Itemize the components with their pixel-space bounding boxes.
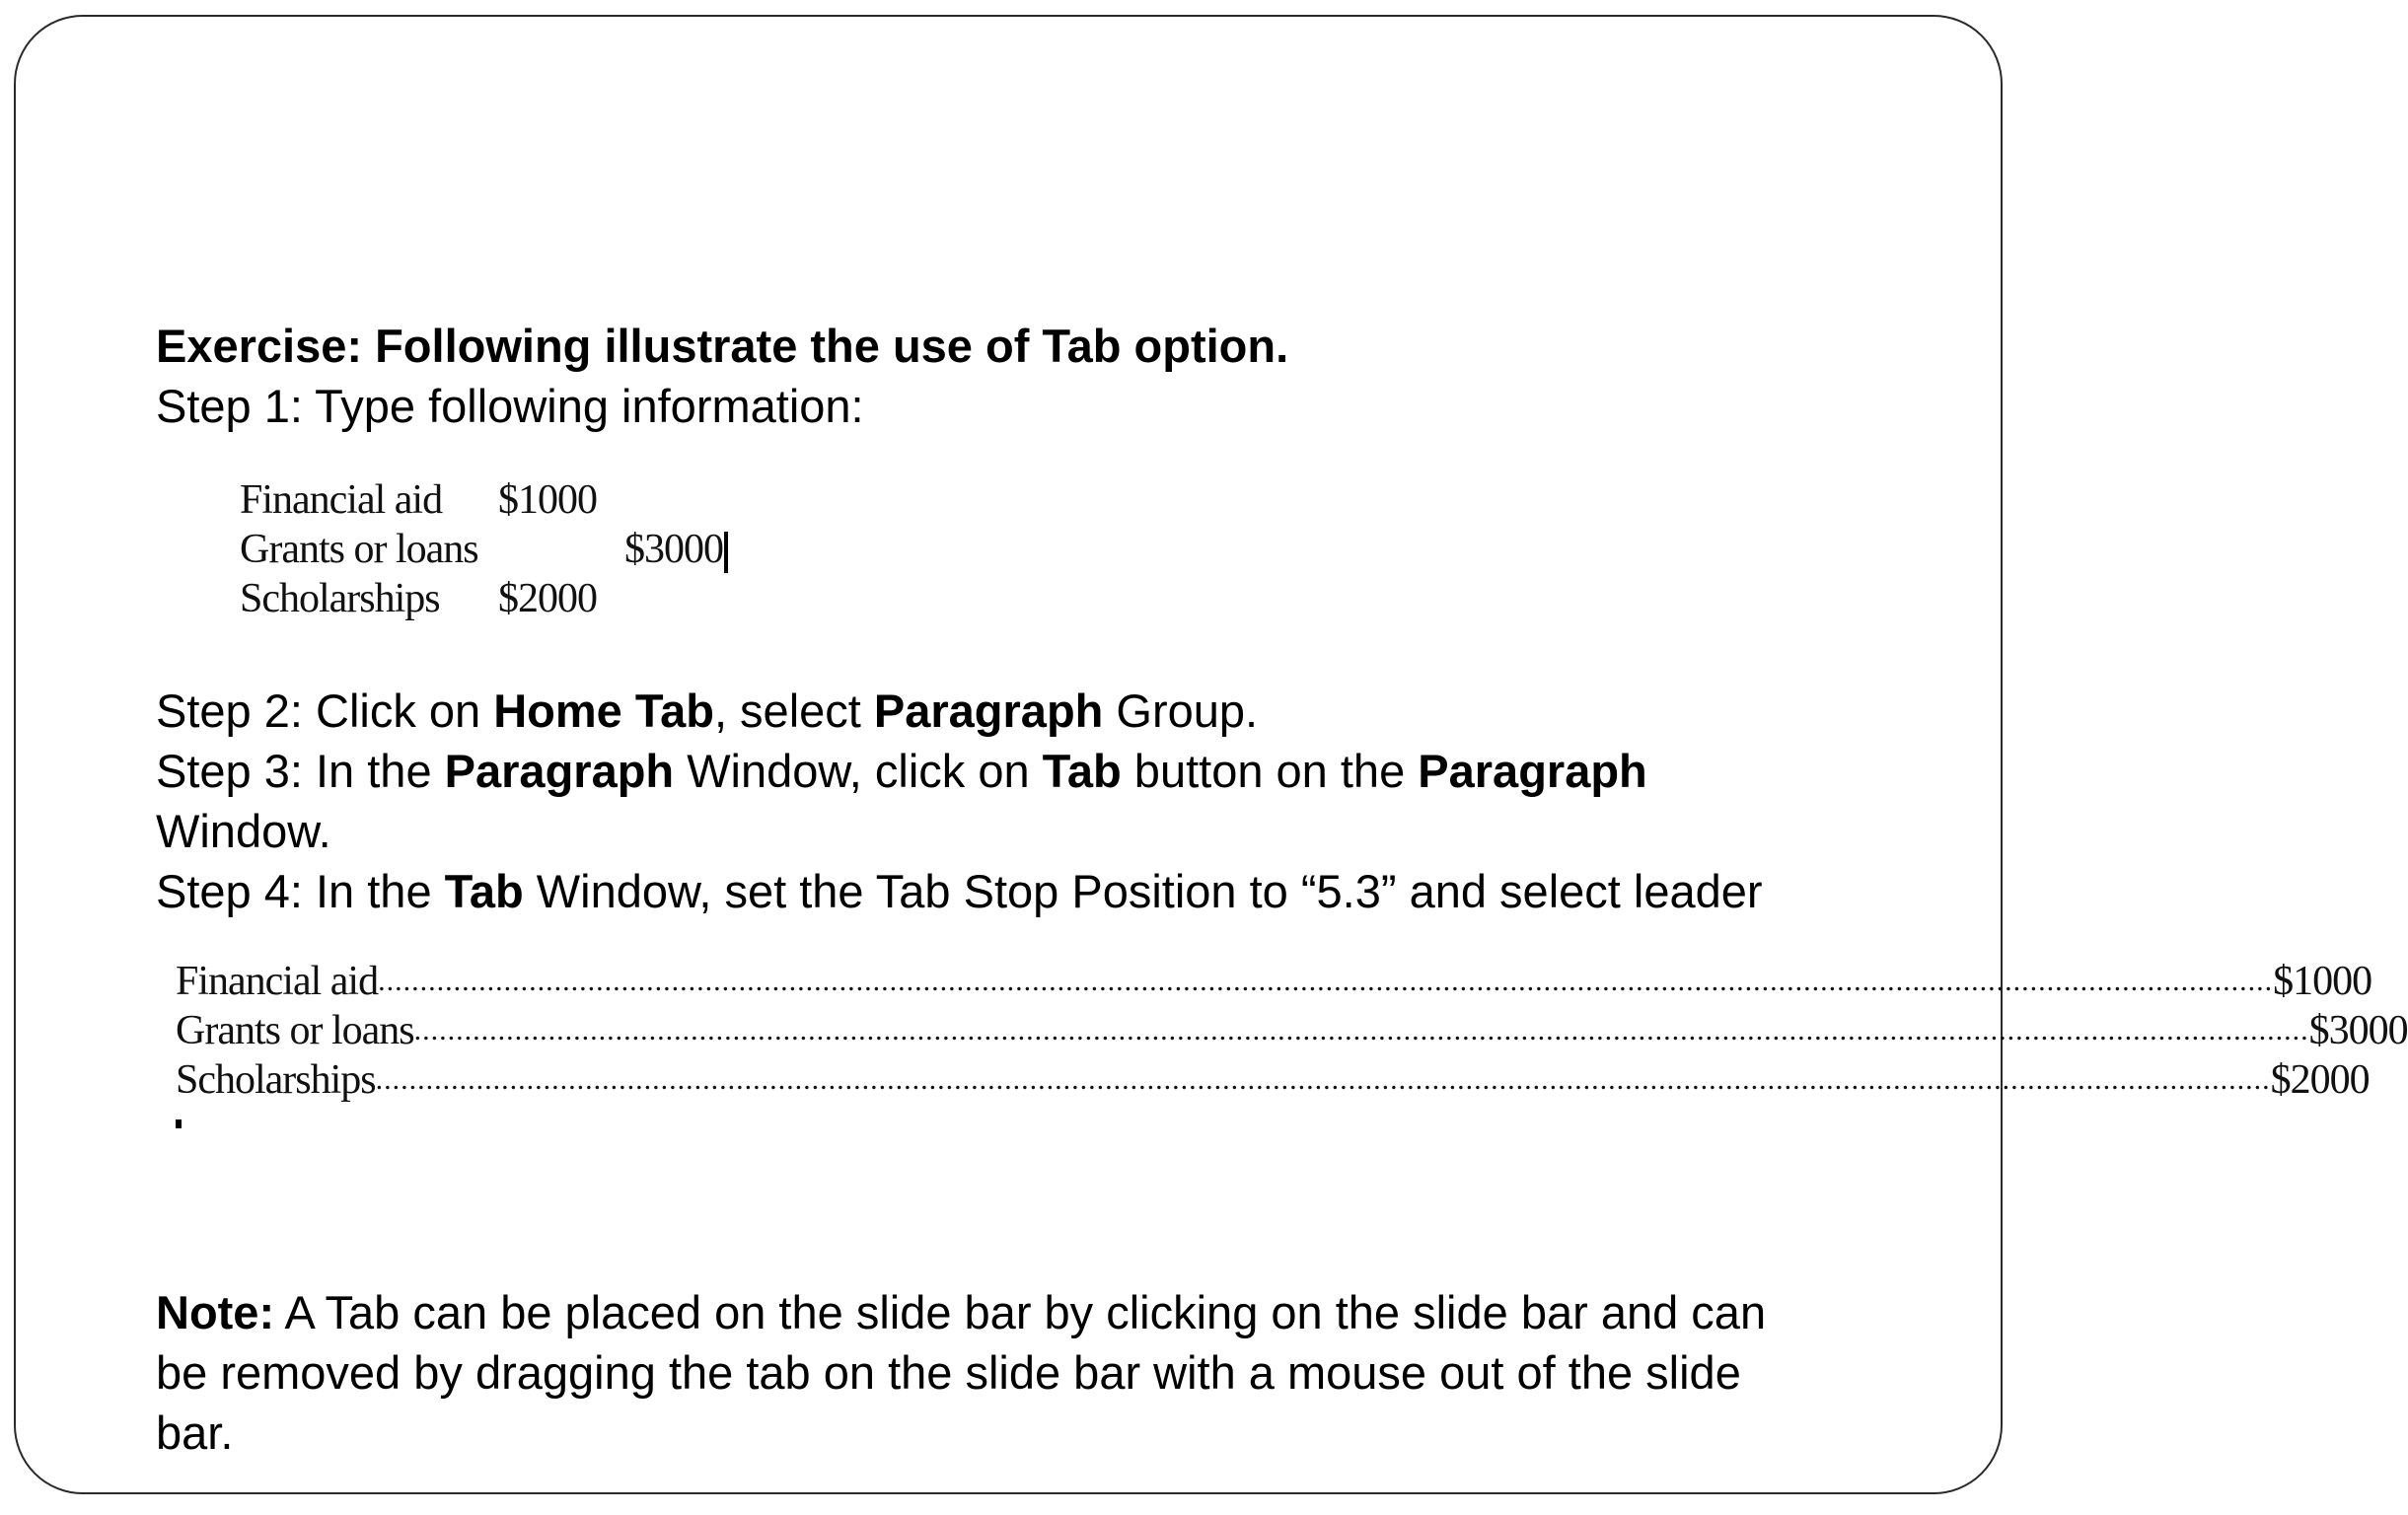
step-4-text: Step 4: In the Tab Window, set the Tab Stop Position to “5.3” and select leader — [156, 865, 1763, 917]
example-before-row — [240, 475, 597, 525]
step-1-text: Step 1: Type following information: — [156, 380, 864, 432]
example-after-row — [176, 1055, 2370, 1105]
row-amount: $3000 — [624, 527, 723, 572]
row-amount-with-cursor — [624, 525, 728, 574]
dot-leader: .................................................................................................................................................................................................................................. — [378, 965, 2274, 997]
row-label: Financial aid — [176, 959, 379, 1004]
note-section — [156, 1282, 1932, 1463]
step-2-text: Step 2: Click on Home Tab, select Paragraph Group. — [156, 685, 1259, 737]
row-amount: $1000 — [498, 477, 597, 523]
row-amount: $2000 — [498, 576, 597, 621]
note-line-3: bar. — [156, 1407, 234, 1459]
dot-leader: .................................................................................................................................................................................................................................. — [413, 1014, 2309, 1046]
example-after-tabs — [176, 957, 2408, 1105]
exercise-title: Exercise: Following illustrate the use of Tab option. — [156, 320, 1289, 372]
step-3-text: Step 3: In the Paragraph Window, click on Tab button on the Paragraph — [156, 745, 1647, 797]
step-3-text-continued: Window. — [156, 805, 331, 857]
note-label: Note: — [156, 1286, 275, 1338]
row-label: Grants or loans — [240, 527, 478, 572]
row-amount: $3000 — [2308, 1008, 2408, 1053]
row-label: Grants or loans — [176, 1008, 414, 1053]
exercise-section — [156, 316, 1932, 436]
steps-section — [156, 681, 1932, 921]
note-line-2: be removed by dragging the tab on the slide bar with a mouse out of the slide — [156, 1346, 1741, 1399]
example-before-tabs — [240, 475, 723, 623]
row-label: Financial aid — [240, 477, 443, 523]
row-label: Scholarships — [176, 1057, 376, 1103]
example-after-row — [176, 1006, 2408, 1055]
row-amount: $1000 — [2273, 959, 2372, 1004]
text-cursor — [724, 532, 728, 573]
insertion-mark — [176, 1119, 182, 1128]
note-line-1: Note: A Tab can be placed on the slide bar by clicking on the slide bar and can — [156, 1286, 1767, 1338]
row-label: Scholarships — [240, 576, 440, 621]
example-before-row — [240, 525, 723, 574]
dot-leader: .................................................................................................................................................................................................................................. — [375, 1063, 2271, 1096]
example-before-row — [240, 574, 597, 623]
example-after-row — [176, 957, 2372, 1006]
row-amount: $2000 — [2270, 1057, 2370, 1103]
